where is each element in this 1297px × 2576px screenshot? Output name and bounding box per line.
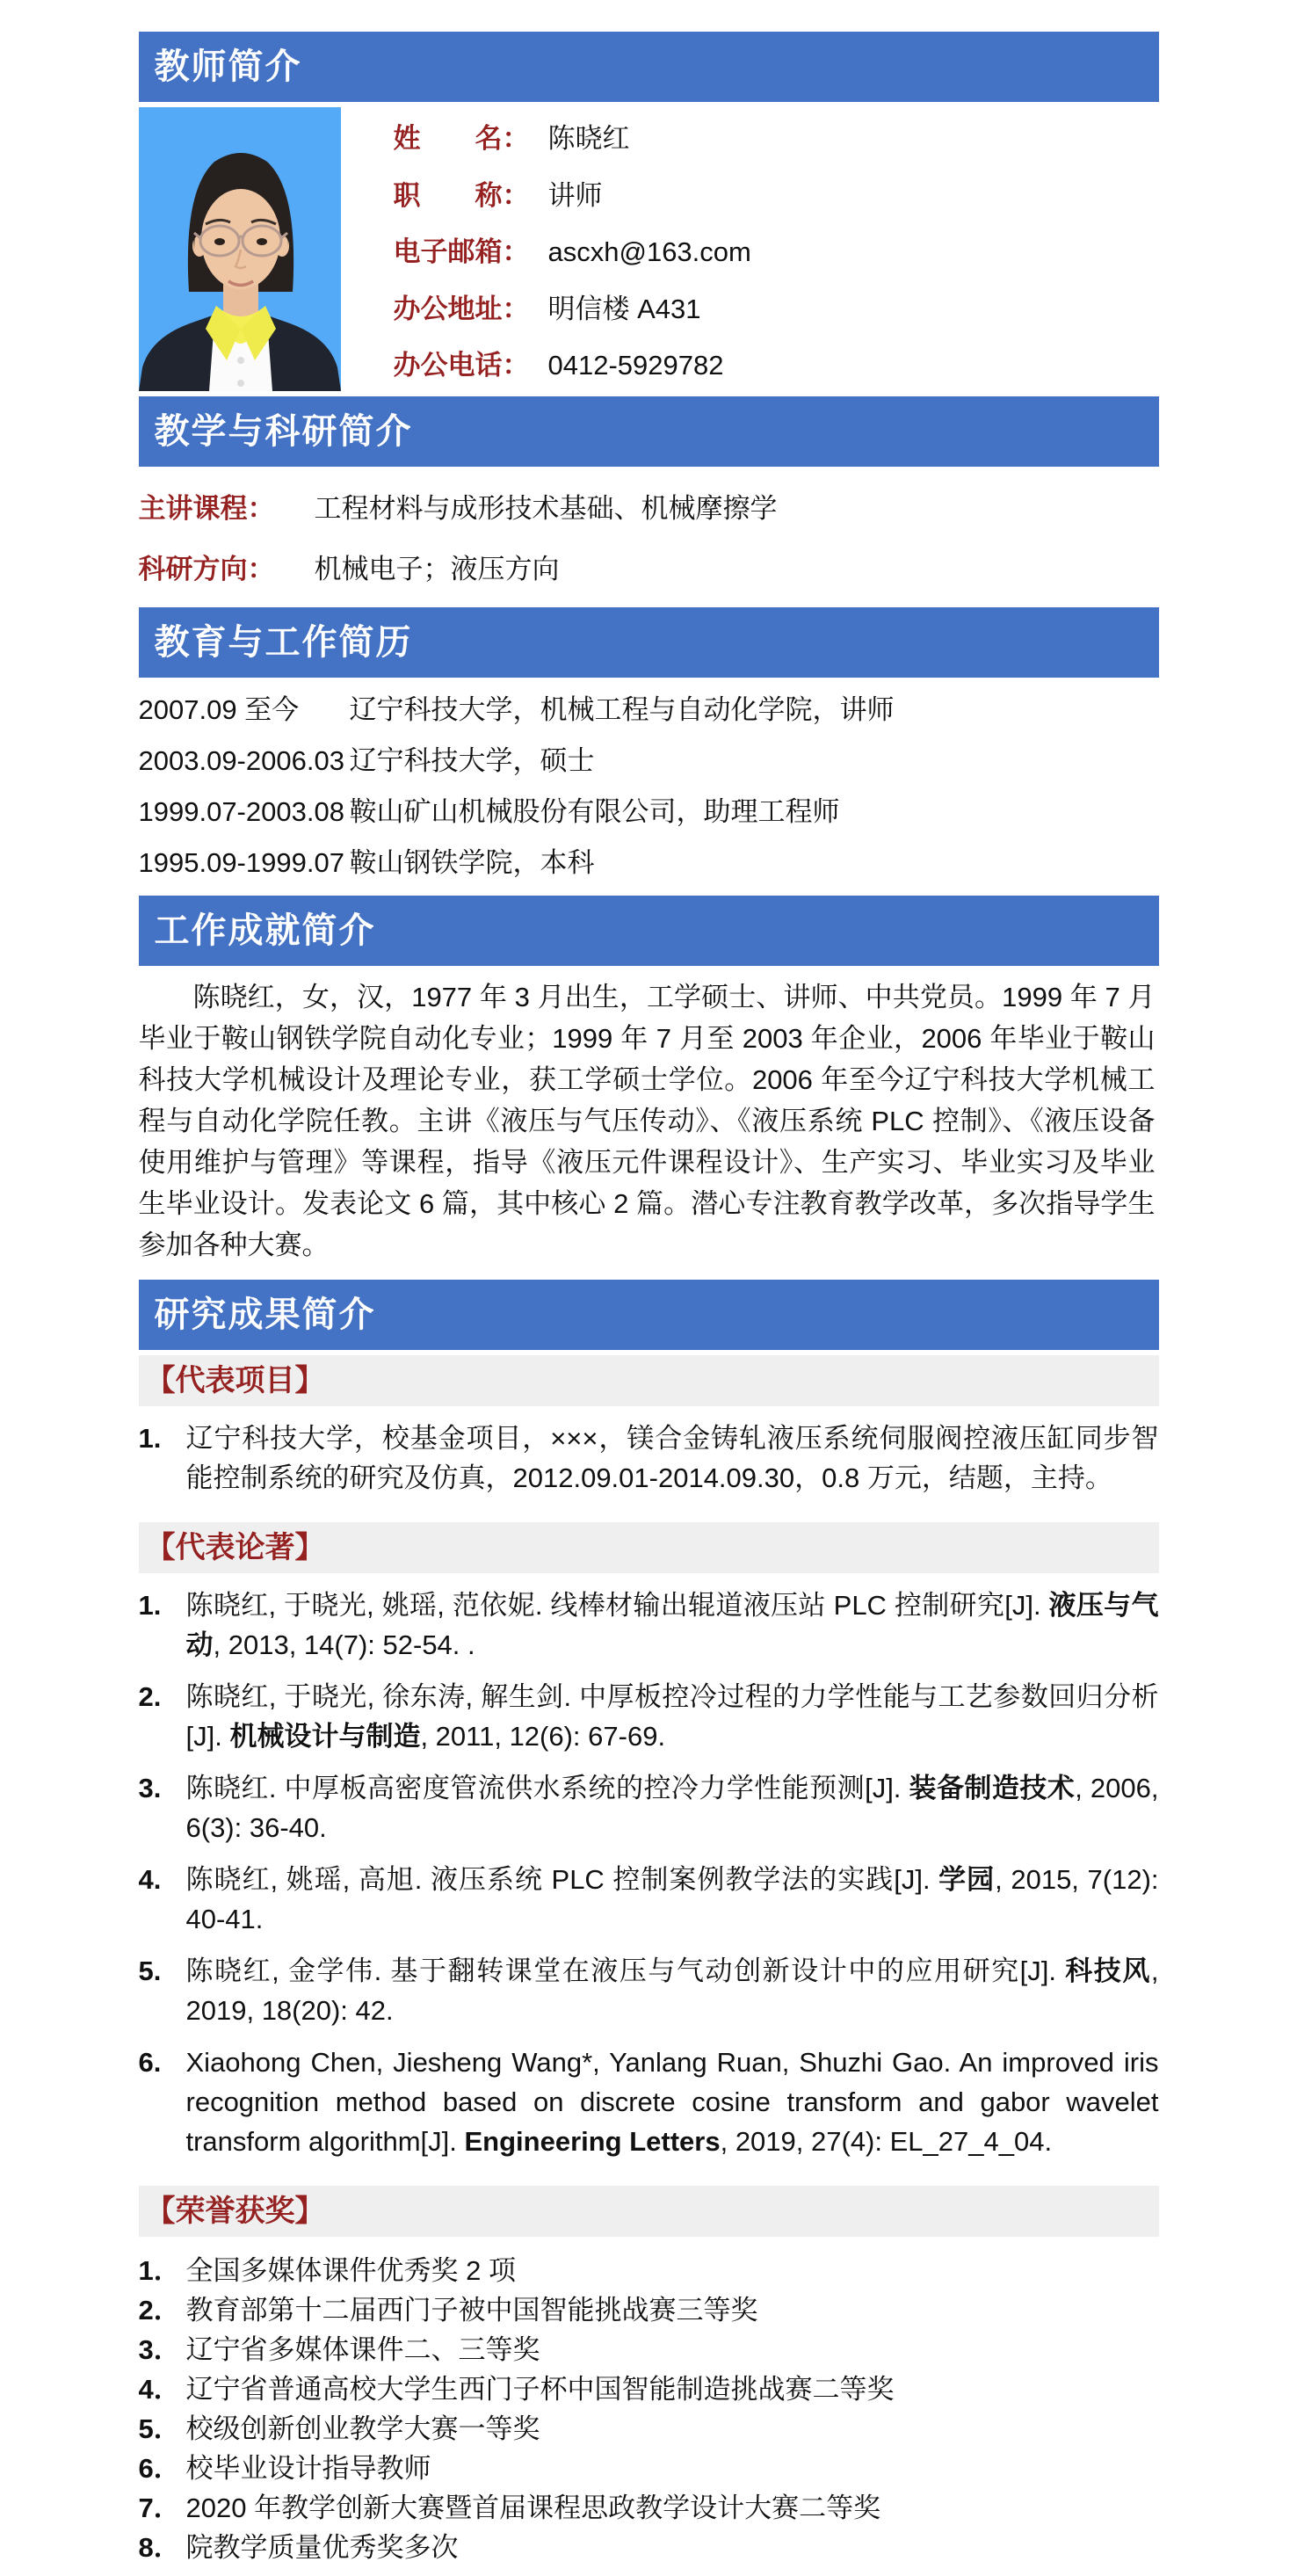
- field-label: 职 称：: [393, 179, 530, 211]
- section-header-education: 教育与工作简历: [139, 607, 1159, 678]
- field-value: 明信楼 A431: [547, 293, 701, 324]
- education-detail: 鞍山矿山机械股份有限公司，助理工程师: [349, 796, 840, 827]
- item-number: 5．: [138, 2413, 181, 2444]
- paper-text-part: 陈晓红, 金学伟. 基于翻转课堂在液压与气动创新设计中的应用研究[J].: [185, 1956, 1066, 1986]
- paper-text: [186, 1768, 1159, 1847]
- award-text: 全国多媒体课件优秀奖 2 项: [185, 2255, 516, 2286]
- award-item: [139, 2488, 1159, 2528]
- paper-item: [139, 2043, 1159, 2161]
- paper-item: [139, 1768, 1159, 1847]
- education-row: [139, 787, 1159, 838]
- education-detail: 辽宁科技大学，硕士: [349, 745, 595, 776]
- item-number: 4．: [138, 2374, 181, 2405]
- award-text: 辽宁省普通高校大学生西门子杯中国智能制造挑战赛二等奖: [185, 2374, 895, 2405]
- paper-text-part: 陈晓红, 于晓光, 姚瑶, 范依妮. 线棒材输出辊道液压站 PLC 控制研究[J].: [185, 1590, 1049, 1621]
- kv-value: 工程材料与成形技术基础、机械摩擦学: [314, 493, 778, 524]
- award-item: [139, 2251, 1159, 2290]
- education-row: [139, 685, 1159, 736]
- paper-text: [186, 1586, 1159, 1665]
- award-item: [139, 2369, 1159, 2409]
- item-number: 5.: [138, 1956, 162, 1986]
- paper-item: [139, 1860, 1159, 1939]
- item-number: 6．: [138, 2453, 181, 2484]
- award-item: [139, 2528, 1159, 2567]
- section-header-achievement: 工作成就简介: [139, 896, 1159, 966]
- profile-field-row: [394, 229, 1159, 269]
- teacher-photo: [139, 107, 341, 391]
- award-item: [139, 2449, 1159, 2488]
- field-label: 姓 名：: [393, 123, 530, 154]
- award-text: 校毕业设计指导教师: [185, 2453, 431, 2484]
- item-number: 7．: [138, 2493, 181, 2523]
- paper-text-part: 陈晓红, 姚瑶, 高旭. 液压系统 PLC 控制案例教学法的实践[J].: [185, 1864, 939, 1895]
- paper-text-part: , 2006, 6(3): 36-40.: [185, 1773, 1159, 1843]
- paper-text-part: , 2011, 12(6): 67-69.: [420, 1721, 666, 1752]
- field-value: 0412-5929782: [547, 350, 724, 381]
- item-number: 3.: [138, 1773, 162, 1803]
- award-text: 院教学质量优秀奖多次: [185, 2532, 459, 2563]
- education-period: 2003.09-2006.03: [138, 745, 344, 776]
- section-header-intro: 教师简介: [139, 32, 1159, 102]
- item-number: 2．: [138, 2295, 181, 2326]
- award-list: [139, 2242, 1159, 2576]
- paper-text: [186, 1951, 1159, 2030]
- paper-text-part: 陈晓红, 于晓光, 徐东涛, 解生剑. 中厚板控冷过程的力学性能与工艺参数回归分析[J].: [185, 1681, 1159, 1752]
- field-value: 讲师: [547, 179, 603, 211]
- paper-text-part: , 2019, 18(20): 42.: [185, 1956, 1159, 2026]
- education-detail: 鞍山钢铁学院，本科: [349, 847, 595, 878]
- item-number: 4.: [138, 1864, 162, 1895]
- project-item: [139, 1419, 1159, 1498]
- profile-info-list: [394, 107, 1159, 391]
- paper-text: [186, 2043, 1159, 2161]
- item-number: 1．: [138, 2255, 181, 2286]
- paper-text: [186, 1677, 1159, 1756]
- award-text: 校级创新创业教学大赛一等奖: [185, 2413, 540, 2444]
- profile-field-row: [394, 173, 1159, 213]
- paper-item: [139, 1951, 1159, 2030]
- kv-label: 主讲课程：: [138, 493, 275, 524]
- paper-text-part: , 2013, 14(7): 52-54. .: [213, 1629, 475, 1660]
- paper-list: [139, 1578, 1159, 2181]
- document-page: [139, 32, 1159, 2576]
- item-number: 6.: [138, 2047, 162, 2078]
- item-number: 1.: [138, 1423, 162, 1454]
- paper-text-part: , 2015, 7(12): 40-41.: [185, 1864, 1159, 1934]
- education-period: 1995.09-1999.07: [138, 847, 344, 878]
- project-text: 辽宁科技大学，校基金项目，×××，镁合金铸轧液压系统伺服阀控液压缸同步智能控制系统的研究及仿真，2012.09.01-2014.09.30，0.8 万元，结题，主持。: [185, 1423, 1159, 1493]
- item-number: 8．: [138, 2532, 181, 2563]
- field-label: 办公地址：: [393, 293, 530, 324]
- paper-text-part: Engineering Letters: [464, 2126, 721, 2157]
- education-row: [139, 838, 1159, 889]
- education-period: 1999.07-2003.08: [138, 796, 344, 827]
- field-value: ascxh@163.com: [547, 236, 751, 267]
- profile-block: [139, 107, 1159, 391]
- project-list: [139, 1411, 1159, 1517]
- section-header-research: 研究成果简介: [139, 1280, 1159, 1350]
- education-period: 2007.09 至今: [138, 694, 300, 725]
- course-row: [139, 475, 1159, 536]
- award-item: [139, 2290, 1159, 2330]
- field-value: 陈晓红: [547, 123, 630, 154]
- paper-text-part: Xiaohong Chen, Jiesheng Wang*, Yanlang Ruan, Shuzhi Gao. An improved iris recognition method based on discrete cosine transform and gabor wavelet transform algorithm[J].: [185, 2047, 1159, 2157]
- paper-item: [139, 1586, 1159, 1665]
- item-number: 1.: [138, 1590, 162, 1621]
- subheading-projects: 【代表项目】: [139, 1355, 1159, 1406]
- paper-text-part: 液压与气动: [185, 1590, 1159, 1660]
- paper-text-part: 机械设计与制造: [229, 1721, 421, 1752]
- award-text: 辽宁省多媒体课件二、三等奖: [185, 2334, 540, 2365]
- profile-field-row: [394, 116, 1159, 156]
- subheading-awards: 【荣誉获奖】: [139, 2186, 1159, 2237]
- paper-text-part: 科技风: [1065, 1956, 1151, 1986]
- profile-field-row: [394, 343, 1159, 382]
- kv-label: 科研方向：: [138, 554, 275, 584]
- paper-item: [139, 1677, 1159, 1756]
- profile-field-row: [394, 287, 1159, 326]
- education-row: [139, 736, 1159, 787]
- paper-text-part: 陈晓红. 中厚板高密度管流供水系统的控冷力学性能预测[J].: [185, 1773, 909, 1803]
- kv-value: 机械电子；液压方向: [314, 554, 560, 584]
- field-label: 电子邮箱：: [393, 236, 530, 267]
- item-number: 2.: [138, 1681, 162, 1712]
- course-row: [139, 536, 1159, 597]
- field-label: 办公电话：: [393, 350, 530, 381]
- award-item: [139, 2409, 1159, 2449]
- achievement-paragraph: 陈晓红，女，汉，1977 年 3 月出生，工学硕士、讲师、中共党员。1999 年 7 月毕业于鞍山钢铁学院自动化专业；1999 年 7 月至 2003 年企业，2006 年毕业于鞍山科技大学机械设计及理论专业，获工学硕士学位。2006 年至今辽宁科技大学机械工程与自动化学院任教。主讲《液压与气压传动》、《液压系统 PLC 控制》、《液压设备使用维护与管理》等课程，指导《液压元件课程设计》、生产实习、毕业实习及毕业生毕业设计。发表论文 6 篇，其中核心 2 篇。潜心专注教育教学改革，多次指导学生参加各种大赛。: [138, 982, 1156, 1260]
- item-number: 3．: [138, 2334, 181, 2365]
- paper-text-part: , 2019, 27(4): EL_27_4_04.: [720, 2126, 1053, 2157]
- paper-text-part: 学园: [938, 1864, 996, 1895]
- teaching-rows: [139, 467, 1159, 607]
- award-text: 教育部第十二届西门子被中国智能挑战赛三等奖: [185, 2295, 758, 2326]
- award-item: [139, 2330, 1159, 2369]
- section-header-teaching: 教学与科研简介: [139, 396, 1159, 467]
- education-rows: [139, 678, 1159, 896]
- paper-text-part: 装备制造技术: [909, 1773, 1076, 1803]
- paper-text: [186, 1860, 1159, 1939]
- award-text: 2020 年教学创新大赛暨首届课程思政教学设计大赛二等奖: [185, 2493, 881, 2523]
- subheading-papers: 【代表论著】: [139, 1522, 1159, 1573]
- education-detail: 辽宁科技大学，机械工程与自动化学院，讲师: [349, 694, 895, 725]
